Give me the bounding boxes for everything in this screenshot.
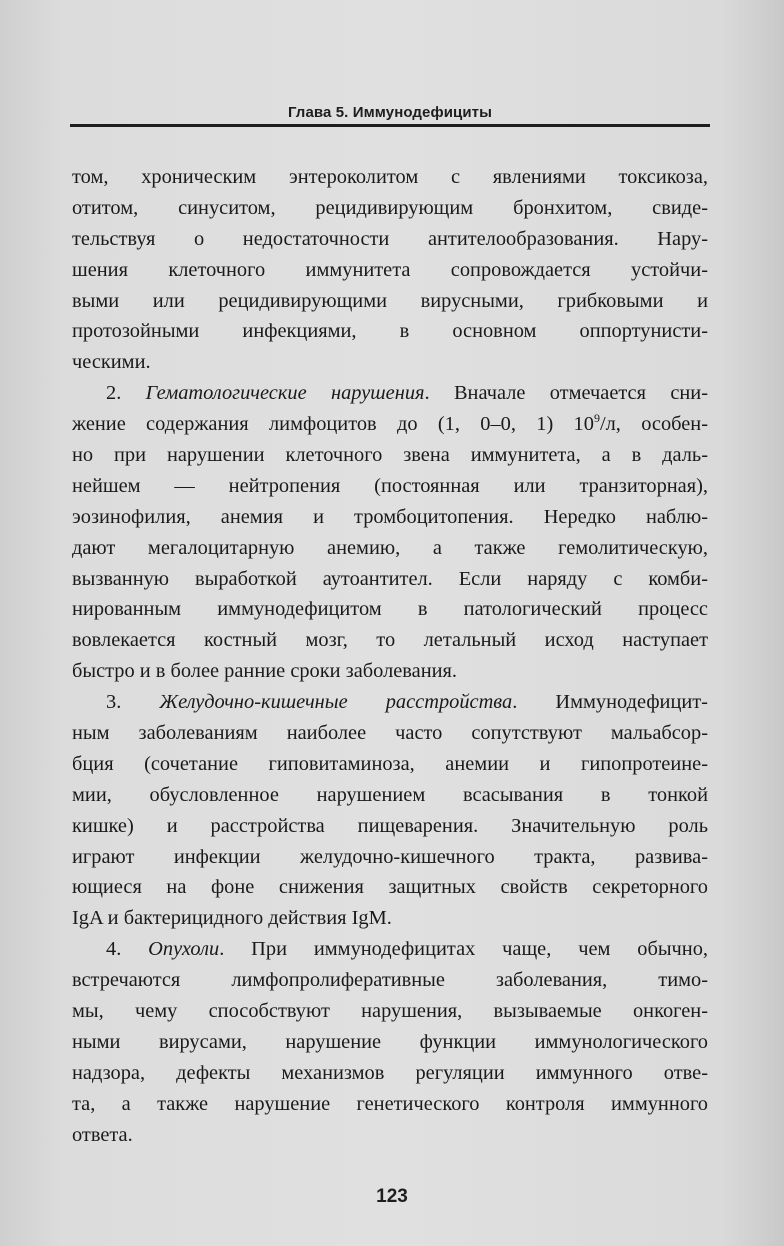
body-text <box>72 162 708 1151</box>
text-line: эозинофилия, анемия и тромбоцитопения. Нередко наблю- <box>72 505 708 528</box>
text-line: мии, обусловленное нарушением всасывания в тонкой <box>72 783 708 806</box>
paragraph-first-line <box>72 378 708 409</box>
text-run: жение содержания лимфоцитов до (1, 0–0, 1) 10 <box>72 413 594 436</box>
page-number: 123 <box>376 1186 408 1207</box>
list-number: 2. <box>106 382 122 405</box>
text-run: /л, особен- <box>599 413 709 436</box>
text-line: та, а также нарушение генетического контроля иммунного <box>72 1092 708 1115</box>
section-term: Гематологические нарушения <box>145 382 425 405</box>
text-line: играют инфекции желудочно-кишечного тракта, развива- <box>72 845 708 868</box>
text-line: нейшем — нейтропения (постоянная или транзиторная), <box>72 474 708 497</box>
section-term: Опухоли <box>148 938 220 961</box>
text-line: том, хроническим энтероколитом с явлениями токсикоза, <box>72 166 708 188</box>
text-line: быстро и в более ранние сроки заболевания. <box>72 660 458 683</box>
paragraph-first-line <box>72 934 708 965</box>
text-line: надзора, дефекты механизмов регуляции иммунного отве- <box>72 1061 708 1084</box>
text-line: встречаются лимфопролиферативные заболевания, тимо- <box>72 969 708 992</box>
text-line: мы, чему способствуют нарушения, вызываемые онкоген- <box>72 1000 708 1023</box>
running-head: Глава 5. Иммунодефициты <box>287 104 493 121</box>
text-line: ческими. <box>72 351 151 374</box>
text-line: ответа. <box>72 1123 133 1146</box>
text-line: отитом, синуситом, рецидивирующим бронхитом, свиде- <box>72 196 708 219</box>
text-line: вызванную выработкой аутоантител. Если наряду с комби- <box>72 567 708 590</box>
text-line <box>72 409 708 440</box>
section-term: Желудочно-кишечные расстройства <box>159 691 513 714</box>
text-line: бция (сочетание гиповитаминоза, анемии и гипопротеине- <box>72 752 708 775</box>
header-rule <box>70 124 710 127</box>
text-line: шения клеточного иммунитета сопровождается устойчи- <box>72 258 708 281</box>
text-line: нированным иммунодефицитом в патологический процесс <box>72 598 708 621</box>
text-line: ющиеся на фоне снижения защитных свойств секреторного <box>72 876 708 899</box>
text-run: . При иммунодефицитах чаще, чем обычно, <box>219 938 708 961</box>
list-number: 4. <box>106 938 122 961</box>
text-line: ным заболеваниям наиболее часто сопутствуют мальабсор- <box>72 722 708 745</box>
text-line: кишке) и расстройства пищеварения. Значительную роль <box>72 814 708 837</box>
paragraph-first-line <box>72 687 708 718</box>
text-line: дают мегалоцитарную анемию, а также гемолитическую, <box>72 536 708 559</box>
text-line: тельствуя о недостаточности антителообразования. Нару- <box>72 227 708 250</box>
superscript: 9 <box>593 411 600 426</box>
text-line: ными вирусами, нарушение функции иммунологического <box>72 1030 708 1053</box>
text-line: вовлекается костный мозг, то летальный исход наступает <box>72 629 708 652</box>
text-run: . Иммунодефицит- <box>512 691 708 714</box>
text-line: протозойными инфекциями, в основном оппортунисти- <box>72 320 708 343</box>
text-line: но при нарушении клеточного звена иммунитета, а в даль- <box>72 444 708 467</box>
list-number: 3. <box>106 691 122 714</box>
text-line: выми или рецидивирующими вирусными, грибковыми и <box>72 289 708 312</box>
text-line: IgA и бактерицидного действия IgM. <box>72 907 392 930</box>
text-run: . Вначале отмечается сни- <box>424 382 708 405</box>
